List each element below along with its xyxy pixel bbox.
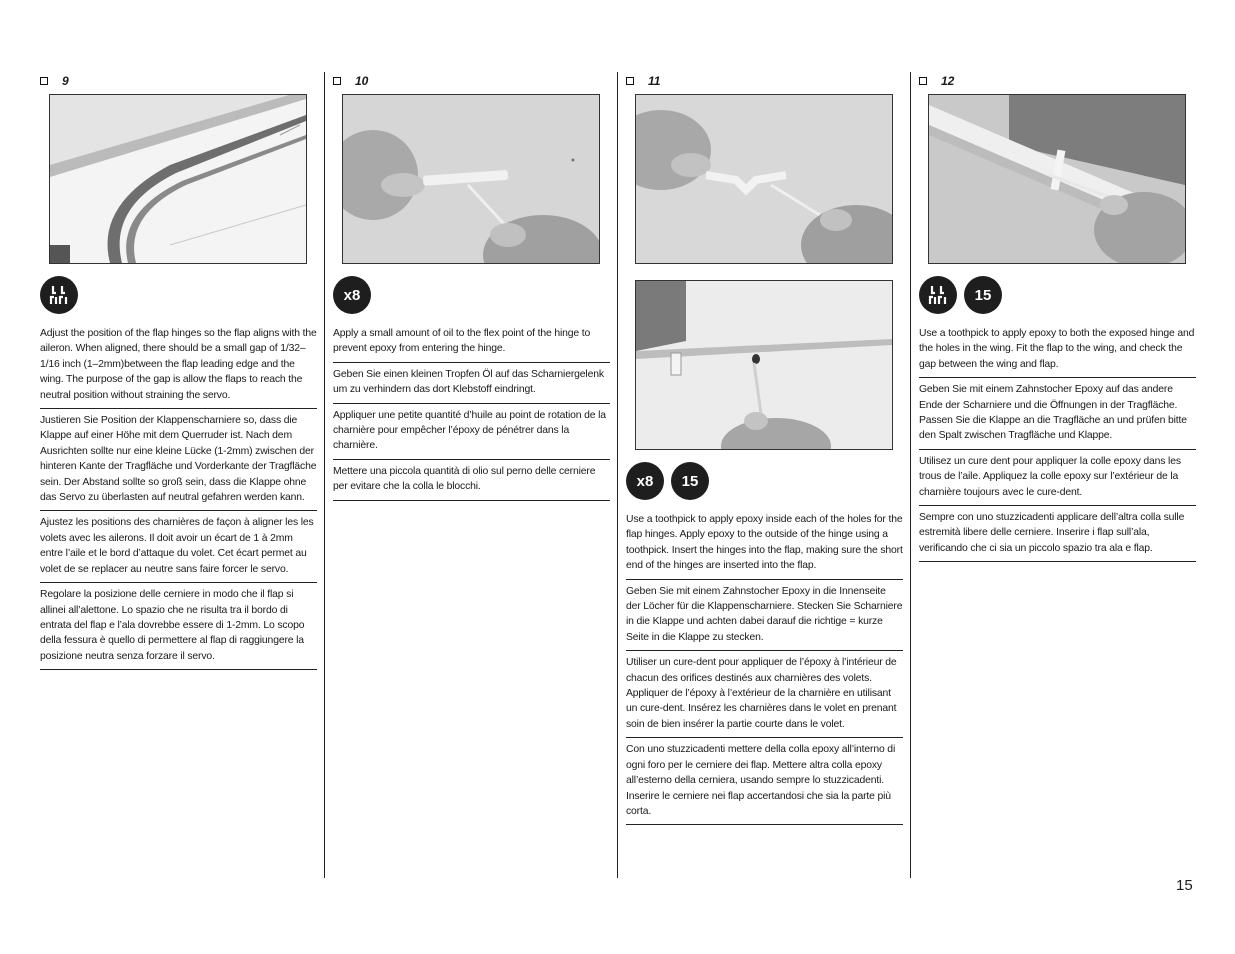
epoxy-holes-photo [635,280,893,450]
paragraph-it: Mettere una piccola quantità di olio sul perno delle cerniere per evitare che la colla le blocchi. [333,460,610,501]
step-text [40,326,317,670]
step-text [333,326,610,501]
hinge-icon [48,284,70,306]
paragraph-it: Sempre con uno stuzzicadenti applicare dell’altra colla sulle estremità libere delle cerniere. Inserire i flap sull’ala, verificando che ci sia un piccolo spazio tra ala e flap. [919,506,1196,562]
step-badges [333,276,610,314]
paragraph-fr: Ajustez les positions des charnières de façon à aligner les les volets avec les ailerons. Il doit avoir un écart de 1 à 2mm entre l’aile et le bord d’attaque du volet. Cet écart permet au volet de se replacer au neutre sans faire forcer le servo. [40,511,317,583]
step-header [919,72,1196,90]
epoxy-hinge-photo [635,94,893,264]
wing-flap-alignment-photo [49,94,307,264]
paragraph-de: Geben Sie einen kleinen Tropfen Öl auf das Scharniergelenk um zu verhindern das dort Klebstoff eindringt. [333,363,610,404]
column-divider [910,72,911,878]
step-badges [40,276,317,314]
paragraph-fr: Appliquer une petite quantité d’huile au point de rotation de la charnière pour empêcher l’époxy de pénétrer dans la charnière. [333,404,610,460]
step-number: 12 [941,74,955,88]
fit-flap-photo [928,94,1186,264]
paragraph-en: Adjust the position of the flap hinges so the flap aligns with the aileron. When aligned, there should be a small gap of 1/32–1/16 inch (1–2mm)between the flap leading edge and the wing. The purpose of the gap is allow the flaps to reach the neutral position without straining the servo. [40,326,317,409]
step-11-column [626,72,903,825]
paragraph-fr: Utilisez un cure dent pour appliquer la colle epoxy dans les trous de l’aile. Appliquez la colle epoxy sur l’extérieur de la charnière toujours avec le cure-dent. [919,450,1196,506]
step-badges [626,462,903,500]
column-divider [617,72,618,878]
step-10-column [333,72,610,501]
paragraph-it: Con uno stuzzicadenti mettere della colla epoxy all’interno di ogni foro per le cerniere dei flap. Mettere altra colla epoxy all’esterno della cerniera, usando sempre lo stuzzicadenti. Inserire le cerniere nei flap accertandosi che sia la parte più corta. [626,738,903,825]
step-9-column [40,72,317,670]
step-header [40,72,317,90]
hinge-badge [919,276,957,314]
checkbox[interactable] [333,77,341,85]
quantity-badge: x8 [626,462,664,500]
step-number: 10 [355,74,369,88]
checkbox[interactable] [626,77,634,85]
step-header [333,72,610,90]
column-divider [324,72,325,878]
step-number: 9 [62,74,69,88]
hinge-badge [40,276,78,314]
step-text [919,326,1196,562]
cure-time-badge: 15 [671,462,709,500]
page-number: 15 [1176,877,1193,894]
checkbox[interactable] [919,77,927,85]
step-number: 11 [648,74,661,88]
oil-hinge-photo [342,94,600,264]
step-12-column [919,72,1196,562]
paragraph-en: Use a toothpick to apply epoxy to both the exposed hinge and the holes in the wing. Fit the flap to the wing, and check the gap between the wing and flap. [919,326,1196,378]
checkbox[interactable] [40,77,48,85]
step-text [626,512,903,825]
hinge-icon [927,284,949,306]
cure-time-badge: 15 [964,276,1002,314]
paragraph-de: Geben Sie mit einem Zahnstocher Epoxy in die Innenseite der Löcher für die Klappenscharniere. Stecken Sie Scharniere in die Klappe und achten dabei darauf die richtige = kurze Seite in die Klappe zu stecken. [626,580,903,652]
paragraph-en: Apply a small amount of oil to the flex point of the hinge to prevent epoxy from entering the hinge. [333,326,610,363]
step-badges [919,276,1196,314]
paragraph-en: Use a toothpick to apply epoxy inside each of the holes for the flap hinges. Apply epoxy to the outside of the hinge using a toothpick. Insert the hinges into the flap, making sure the short end of the hinges are inserted into the flap. [626,512,903,580]
paragraph-fr: Utiliser un cure-dent pour appliquer de l’époxy à l’intérieur de chacun des orifices destinés aux charnières des volets. Appliquer de l’époxy à l’extérieur de la charnière en utilisant un cure-dent. Insérez les charnières dans le volet en prenant soin de bien insérer la partie courte dans le volet. [626,651,903,738]
quantity-badge: x8 [333,276,371,314]
paragraph-de: Justieren Sie Position der Klappenscharniere so, dass die Klappe auf einer Höhe mit dem Querruder ist. Nach dem Ausrichten sollte nur eine kleine Lücke (1-2mm) zwischen der hinteren Kante der Tragfläche und Vorderkante der Tragfläche sein. Der Abstand sollte so groß sein, dass die Klappe ohne das Servo zu überlasten auf neutral gefahren werden kann. [40,409,317,511]
step-header [626,72,903,90]
paragraph-it: Regolare la posizione delle cerniere in modo che il flap si allinei all’alettone. Lo spazio che ne risulta tra il bordo di entrata del flap e l’ala dovrebbe essere di 1-2mm. Lo scopo della fessura è quello di permettere al flap di raggiungere la posizione neutra senza forzare il servo. [40,583,317,670]
paragraph-de: Geben Sie mit einem Zahnstocher Epoxy auf das andere Ende der Scharniere und die Öffnungen in der Tragfläche. Passen Sie die Klappe an die Tragfläche an und prüfen bitte den Spalt zwischen Tragfläche und Klappe. [919,378,1196,450]
